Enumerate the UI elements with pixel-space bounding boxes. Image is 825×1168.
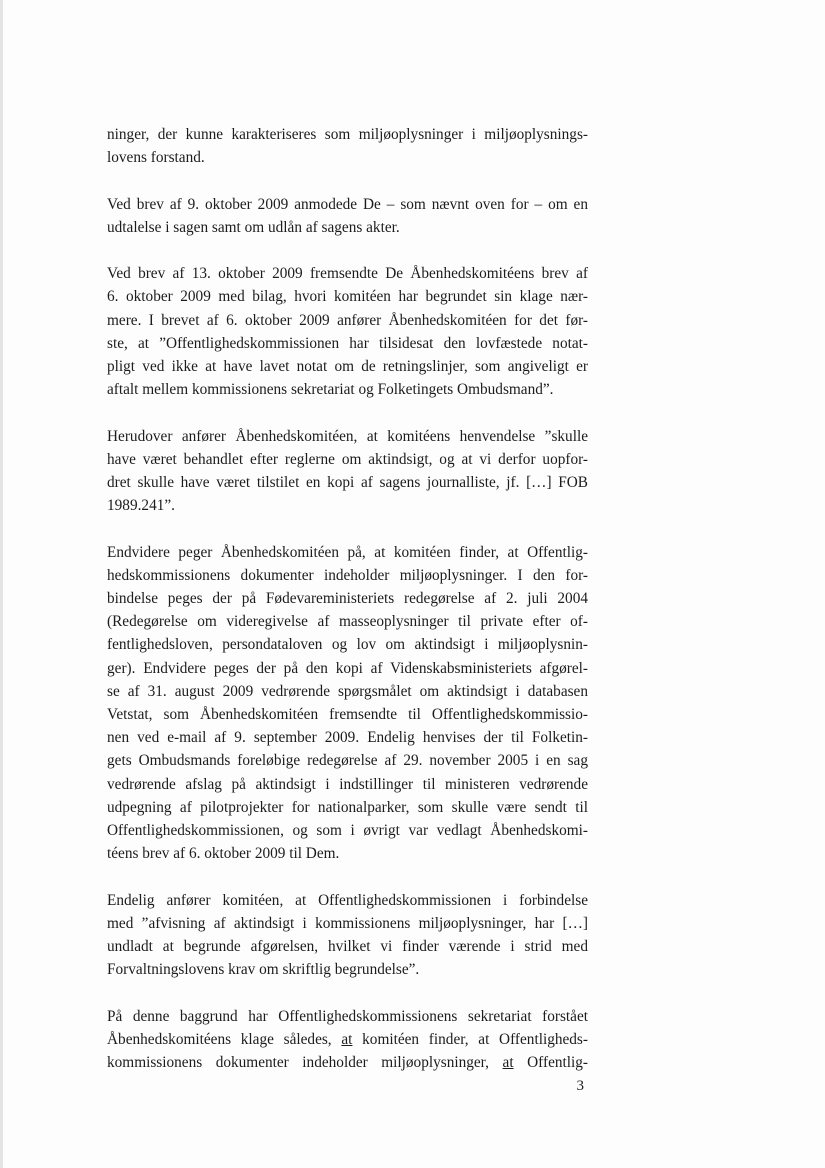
line-2-after: komitéen finder, at Offentligheds- <box>352 1030 588 1048</box>
underlined-at: at <box>341 1030 353 1048</box>
text-line: ste, at ”Offentlighedskommissionen har tilsidesat den lovfæstede notat- <box>107 334 588 352</box>
scan-edge-shadow <box>0 0 3 1168</box>
paragraph <box>107 541 588 866</box>
text-line: udpegning af pilotprojekter for nationalparker, som skulle være sendt til <box>107 798 588 816</box>
text-line: pligt ved ikke at have lavet notat om de retningslinjer, som angiveligt er <box>107 358 588 375</box>
text-line: 6. oktober 2009 med bilag, hvori komitéen har begrundet sin klage nær- <box>107 288 588 306</box>
text-line: Herudover anfører Åbenhedskomitéen, at komitéens henvendelse ”skulle <box>107 427 588 445</box>
final-paragraph <box>107 1005 588 1075</box>
text-line: have været behandlet efter reglerne om aktindsigt, og at vi derfor uopfor- <box>107 450 588 468</box>
text-line: ninger, der kunne karakteriseres som miljøoplysninger i miljøoplysnings- <box>107 126 588 143</box>
text-line: Forvaltningslovens krav om skriftlig begrundelse”. <box>107 961 420 979</box>
text-line: hedskommissionens dokumenter indeholder miljøoplysninger. I den for- <box>107 566 588 584</box>
text-line: Endelig anfører komitéen, at Offentlighedskommissionen i forbindelse <box>107 891 588 909</box>
text-line: mere. I brevet af 6. oktober 2009 anfører Åbenhedskomitéen for det før- <box>107 311 588 329</box>
text-line: undladt at begrunde afgørelsen, hvilket vi finder værende i strid med <box>107 938 588 956</box>
body-text <box>107 123 588 1097</box>
text-line: lovens forstand. <box>107 149 205 167</box>
text-line: dret skulle have været tilstilet en kopi af sagens journalliste, jf. […] FOB <box>107 474 588 491</box>
final-paragraph-line-3 <box>107 1051 588 1074</box>
text-line: 1989.241”. <box>107 497 175 515</box>
text-line: aftalt mellem kommissionens sekretariat og Folketingets Ombudsmand”. <box>107 381 554 399</box>
underlined-at: at <box>502 1054 514 1072</box>
text-line: téens brev af 6. oktober 2009 til Dem. <box>107 845 340 863</box>
text-line: Offentlighedskommissionen, og som i øvrigt var vedlagt Åbenhedskomi- <box>107 822 588 840</box>
paragraph <box>107 193 588 239</box>
line-2-before: Åbenhedskomitéens klage således, <box>107 1030 342 1048</box>
paragraph <box>107 889 588 982</box>
line-3-before: kommissionens dokumenter indeholder miljøoplysninger, <box>107 1054 503 1072</box>
page-number: 3 <box>576 1078 584 1094</box>
line-3-after: Offentlig- <box>513 1054 588 1072</box>
text-line: se af 31. august 2009 vedrørende spørgsmålet om aktindsigt i databasen <box>107 682 588 700</box>
final-paragraph-line-1: På denne baggrund har Offentlighedskommissionens sekretariat forstået <box>107 1007 588 1025</box>
paragraph-list <box>107 123 588 981</box>
text-line: Vetstat, som Åbenhedskomitéen fremsendte til Offentlighedskommissio- <box>107 706 588 724</box>
text-line: Ved brev af 13. oktober 2009 fremsendte De Åbenhedskomitéens brev af <box>107 265 588 283</box>
text-line: med ”afvisning af aktindsigt i kommissionens miljøoplysninger, har […] <box>107 914 588 932</box>
text-line: udtalelse i sagen samt om udlån af sagens akter. <box>107 218 400 236</box>
text-line: fentlighedsloven, persondataloven og lov om aktindsigt i miljøoplysnin- <box>107 636 588 654</box>
final-paragraph-line-2 <box>107 1028 588 1051</box>
paragraph <box>107 425 588 518</box>
paragraph <box>107 262 588 401</box>
text-line: ger). Endvidere peges der på den kopi af Videnskabsministeriets afgørel- <box>107 659 588 677</box>
text-line: Ved brev af 9. oktober 2009 anmodede De – som nævnt oven for – om en <box>107 195 588 213</box>
text-line: Endvidere peger Åbenhedskomitéen på, at komitéen finder, at Offentlig- <box>107 543 588 561</box>
text-line: vedrørende afslag på aktindsigt i indstillinger til ministeren vedrørende <box>107 775 588 793</box>
paragraph <box>107 123 588 169</box>
text-line: (Redegørelse om videregivelse af masseoplysninger til private efter of- <box>107 613 588 631</box>
text-line: gets Ombudsmands foreløbige redegørelse af 29. november 2005 i en sag <box>107 752 588 770</box>
text-line: nen ved e-mail af 9. september 2009. Endelig henvises der til Folketin- <box>107 729 588 747</box>
text-line: bindelse peges der på Fødevareministeriets redegørelse af 2. juli 2004 <box>107 590 588 607</box>
